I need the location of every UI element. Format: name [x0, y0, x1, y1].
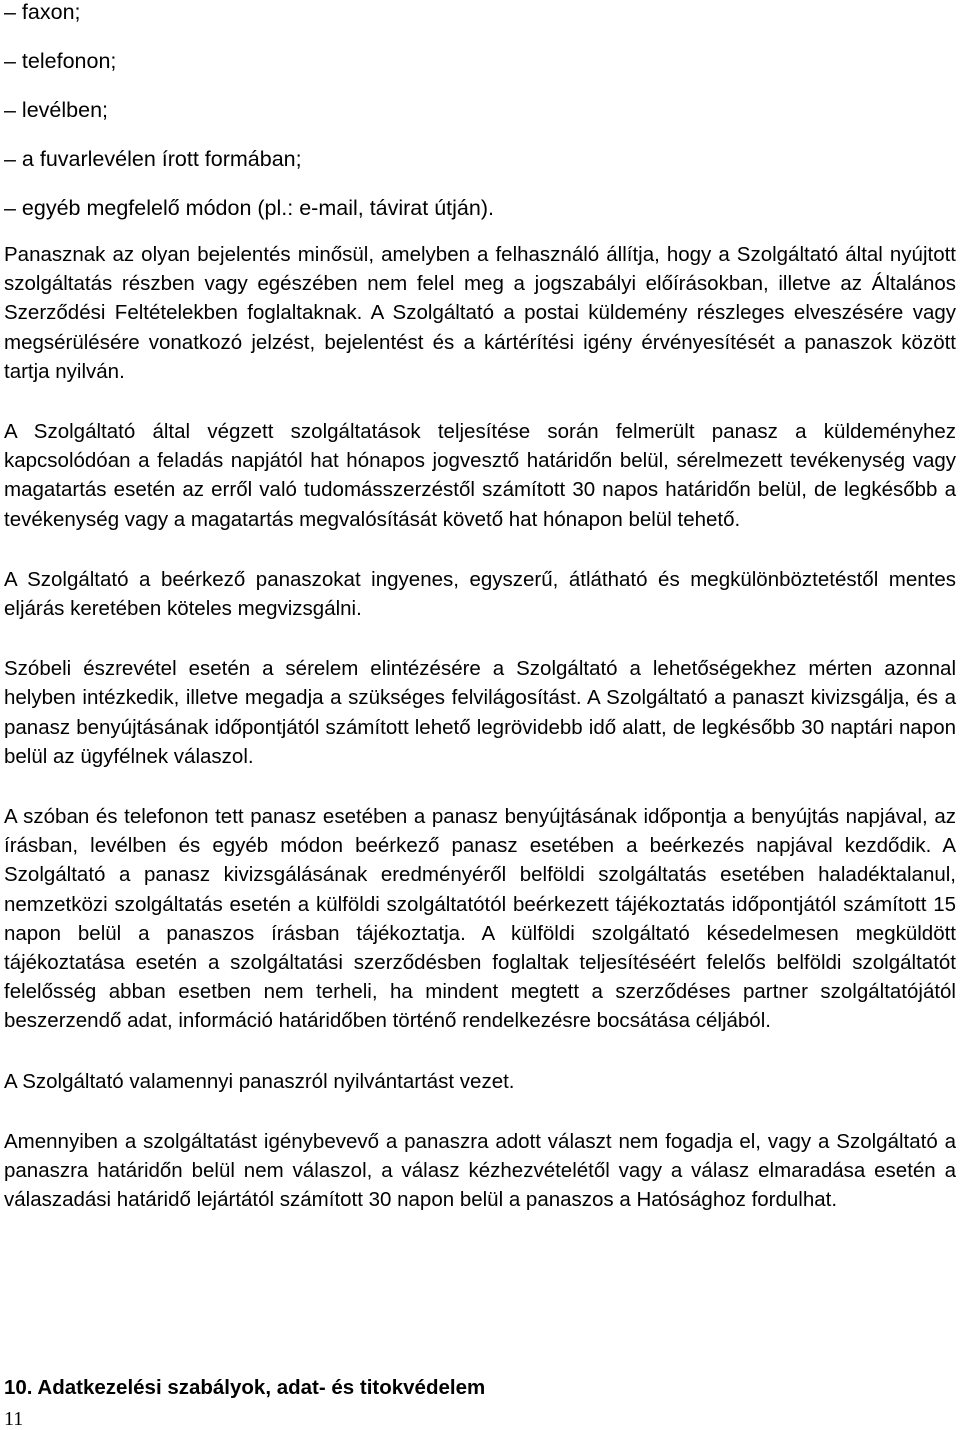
list-item: – a fuvarlevélen írott formában; — [4, 147, 302, 171]
section-heading: 10. Adatkezelési szabályok, adat- és titokvédelem — [4, 1376, 486, 1399]
paragraph-authority-appeal: Amennyiben a szolgáltatást igénybevevő a panaszra adott választ nem fogadja el, vagy a Szolgáltató a panaszra határidőn belül nem válaszol, a válasz kézhezvételétől vagy a válasz elmaradása esetén a válaszadási határidő lejártától számított 30 napon belül a panaszos a Hatósághoz fordulhat. — [4, 1129, 956, 1212]
page-number: 11 — [4, 1408, 24, 1430]
list-item: – faxon; — [4, 0, 81, 24]
paragraph-complaint-deadline: A Szolgáltató által végzett szolgáltatások teljesítése során felmerült panasz a küldeményhez kapcsolódóan a feladás napjától hat hónapos jogvesztő határidőn belül, sérelmezett tevékenység vagy magatartás esetén az erről való tudomásszerzéstől számított 30 napos határidőn belül, de legkésőbb a tevékenység vagy a magatartás megvalósítását követő hat hónapon belül tehető. — [4, 420, 956, 531]
list-item: – telefonon; — [4, 49, 117, 73]
paragraph-oral-complaint: Szóbeli észrevétel esetén a sérelem elintézésére a Szolgáltató a lehetőségekhez mérten azonnal helyben intézkedik, illetve megadja a szükséges felvilágosítást. A Szolgáltató a panaszt kivizsgálja, és a panasz benyújtásának időpontjától számított lehető legrövidebb idő alatt, de legkésőbb 30 naptári napon belül az ügyfélnek válaszol. — [4, 657, 956, 768]
paragraph-complaint-definition: Panasznak az olyan bejelentés minősül, amelyben a felhasználó állítja, hogy a Szolgáltató által nyújtott szolgáltatás részben vagy egészében nem felel meg a jogszabályi előírásokban, illetve az Általános Szerződési Feltételekben foglaltaknak. A Szolgáltató a postai küldemény részleges elveszésére vagy megsérülésére vonatkozó jelzést, bejelentést és a kártérítési igény érvényesítését a panaszok között tartja nyilván. — [4, 243, 956, 383]
paragraph-free-procedure: A Szolgáltató a beérkező panaszokat ingyenes, egyszerű, átlátható és megkülönböztetéstől mentes eljárás keretében köteles megvizsgálni. — [4, 567, 956, 621]
document-body — [4, 0, 956, 1214]
list-item: – egyéb megfelelő módon (pl.: e-mail, távirat útján). — [4, 196, 494, 220]
list-item: – levélben; — [4, 98, 108, 122]
contact-methods-list — [4, 0, 956, 233]
paragraph-register: A Szolgáltató valamennyi panaszról nyilvántartást vezet. — [4, 1069, 515, 1093]
paragraph-submission-date: A szóban és telefonon tett panasz esetében a panasz benyújtásának időpontja a benyújtás napjával, az írásban, levélben és egyéb módon beérkező panasz esetében a beérkezés napjával kezdődik. A Szolgáltató a panasz kivizsgálásának eredményéről belföldi szolgáltatás esetében haladéktalanul, nemzetközi szolgáltatás esetén a külföldi szolgáltatótól beérkezett tájékoztatás időpontjától számított 15 napon belül a panaszos írásban tájékoztatja. A külföldi szolgáltató késedelmesen megküldött tájékoztatása esetén a szolgáltatási szerződésben foglaltak teljesítéséért felelős belföldi szolgáltatót felelősség abban esetben nem terheli, ha mindent megtett a szerződéses partner szolgáltatójától beszerzendő adat, információ határidőben történő rendelkezésre bocsátása céljából. — [4, 805, 956, 1033]
